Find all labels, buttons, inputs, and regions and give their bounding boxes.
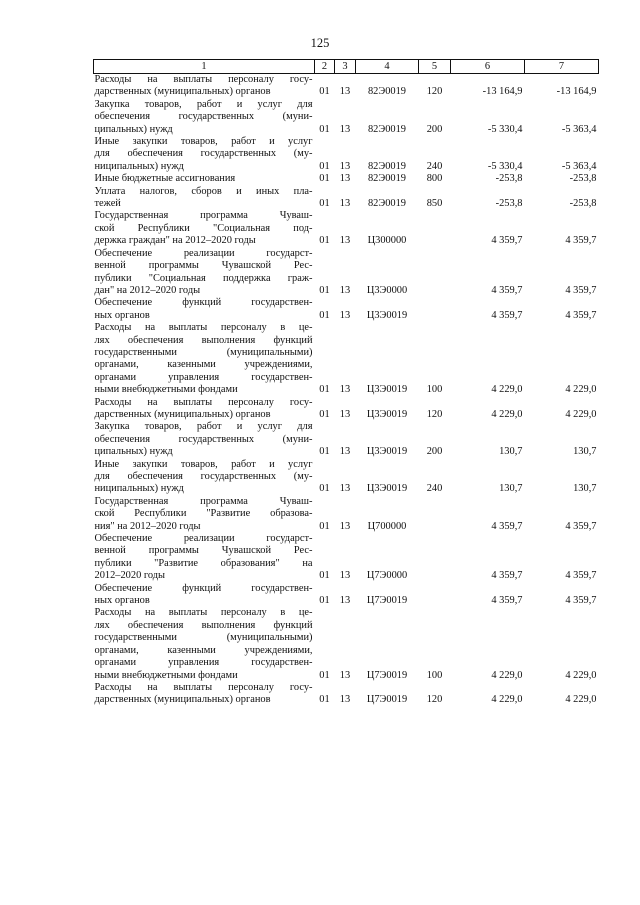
description-line: лях обеспечения выполнения функций [94,334,313,346]
target-article-code: Ц3Э0000 [366,284,408,296]
table-row [94,322,599,396]
table-header [94,60,599,74]
amount-col-6: 4 229,0 [491,694,523,706]
target-article-code: 82Э0019 [367,160,407,172]
amount-col-6: 4 229,0 [491,669,523,681]
description-line: Расходы на выплаты персоналу госу- [94,74,313,85]
subsection-code: 13 [339,669,351,681]
description-line: Расходы на выплаты персоналу в це- [94,607,313,619]
row-description [94,297,315,322]
subsection-code: 13 [339,570,351,582]
subsection-code: 13 [339,408,351,420]
amount-col-6: 4 359,7 [491,309,523,321]
target-article-code: Ц3Э0019 [366,408,408,420]
row-description [94,136,315,173]
row-description [94,533,315,583]
section-code: 01 [319,669,330,681]
table-row [94,397,599,422]
description-line: Государственная программа Чуваш- [94,210,313,222]
description-line: дарственных (муниципальных) органов [94,86,271,98]
section-code: 01 [319,198,330,210]
amount-col-6: 4 359,7 [491,520,523,532]
table-row [94,297,599,322]
description-line: государственными (муниципальными) [94,632,313,644]
amount-col-7: -5 363,4 [561,123,597,135]
description-line: тежей [94,198,121,210]
table-row [94,583,599,608]
description-line: 2012–2020 годы [94,570,166,582]
section-code: 01 [319,309,330,321]
amount-col-7: -5 363,4 [561,160,597,172]
amount-col-6: 4 229,0 [491,384,523,396]
description-line: государственными (муниципальными) [94,346,313,358]
description-line: ниципальных) нужд [94,483,184,495]
expense-type-code [419,583,451,608]
row-description [94,186,315,211]
description-line: венной программы Чувашской Рес- [94,545,313,557]
description-line: держка граждан" на 2012–2020 годы [94,235,256,247]
section-code: 01 [319,86,330,98]
description-line: Обеспечение функций государствен- [94,582,313,594]
subsection-code: 13 [339,123,351,135]
target-article-code: 82Э0019 [367,86,407,98]
description-line: ных органов [94,309,150,321]
description-line: Расходы на выплаты персоналу госу- [94,681,313,693]
table-row [94,533,599,583]
amount-col-7: -13 164,9 [556,86,597,98]
column-header-2: 2 [315,60,335,74]
description-line: публики "Социальная поддержка граж- [94,272,313,284]
expense-type-code: 200 [426,446,443,458]
target-article-code: Ц3Э0019 [366,483,408,495]
description-line: обеспечения государственных (муни- [94,111,313,123]
description-line: Иные закупки товаров, работ и услуг [94,136,313,148]
description-line: Закупка товаров, работ и услуг для [94,98,313,110]
table-row [94,496,599,533]
amount-col-6: 4 359,7 [491,570,523,582]
section-code: 01 [319,595,330,607]
description-line: лях обеспечения выполнения функций [94,619,313,631]
subsection-code: 13 [339,235,351,247]
target-article-code: Ц3Э0019 [366,309,408,321]
description-line: ской Республики "Развитие образова- [94,508,313,520]
target-article-code: Ц7Э0019 [366,669,408,681]
subsection-code: 13 [339,284,351,296]
table-row [94,607,599,681]
expense-type-code: 850 [426,198,443,210]
target-article-code: 82Э0019 [367,123,407,135]
row-description [94,682,315,707]
target-article-code: Ц3Э0019 [366,384,408,396]
amount-col-7: 4 359,7 [565,520,597,532]
amount-col-6: -253,8 [495,173,523,185]
amount-col-7: 4 229,0 [565,694,597,706]
section-code: 01 [319,408,330,420]
amount-col-6: -5 330,4 [487,123,523,135]
subsection-code: 13 [339,595,351,607]
section-code: 01 [319,694,330,706]
description-line: ния" на 2012–2020 годы [94,520,201,532]
expense-type-code: 200 [426,123,443,135]
subsection-code: 13 [339,309,351,321]
expense-type-code [419,297,451,322]
amount-col-7: 4 229,0 [565,408,597,420]
description-line: ными внебюджетными фондами [94,384,238,396]
table-row [94,99,599,136]
expense-type-code: 800 [426,173,443,185]
section-code: 01 [319,384,330,396]
section-code: 01 [319,570,330,582]
description-line: органами, казенными учреждениями, [94,359,313,371]
description-line: Расходы на выплаты персоналу в це- [94,322,313,334]
target-article-code: Ц7Э0019 [366,595,408,607]
amount-col-6: 130,7 [499,483,523,495]
section-code: 01 [319,123,330,135]
subsection-code: 13 [339,173,351,185]
table-row [94,210,599,247]
subsection-code: 13 [339,446,351,458]
description-line: обеспечения государственных (муни- [94,433,313,445]
description-line: Обеспечение реализации государст- [94,533,313,545]
subsection-code: 13 [339,86,351,98]
description-line: ными внебюджетными фондами [94,669,238,681]
section-code: 01 [319,160,330,172]
table-row [94,459,599,496]
amount-col-7: 4 359,7 [565,595,597,607]
amount-col-6: 4 359,7 [491,235,523,247]
table-body [94,74,599,707]
description-line: ниципальных) нужд [94,160,184,172]
expense-type-code: 100 [426,384,443,396]
description-line: для обеспечения государственных (му- [94,471,313,482]
subsection-code: 13 [339,198,351,210]
page-number: 125 [310,36,330,50]
amount-col-7: 130,7 [573,446,597,458]
amount-col-7: 4 229,0 [565,669,597,681]
column-header-1: 1 [94,60,315,74]
subsection-code: 13 [339,160,351,172]
target-article-code: 82Э0019 [367,198,407,210]
column-header-6: 6 [451,60,525,74]
description-line: Иные закупки товаров, работ и услуг [94,458,313,470]
description-line: Закупка товаров, работ и услуг для [94,421,313,433]
column-header-7: 7 [525,60,599,74]
subsection-code: 13 [339,694,351,706]
amount-col-7: -253,8 [569,173,597,185]
table-row [94,186,599,211]
description-line: Расходы на выплаты персоналу госу- [94,396,313,408]
expense-type-code [419,210,451,247]
target-article-code: Ц300000 [367,235,407,247]
table-row [94,248,599,298]
budget-table [93,59,599,707]
table-row [94,421,599,458]
description-line: Уплата налогов, сборов и иных пла- [94,185,313,197]
expense-type-code [419,533,451,583]
table-row [94,136,599,173]
expense-type-code: 120 [426,86,443,98]
amount-col-7: -253,8 [569,198,597,210]
header-row [94,60,599,74]
description-line: органами, казенными учреждениями, [94,644,313,656]
expense-type-code: 240 [426,160,443,172]
section-code: 01 [319,520,330,532]
table-row [94,682,599,707]
amount-col-6: 4 359,7 [491,284,523,296]
row-description [94,99,315,136]
amount-col-7: 4 229,0 [565,384,597,396]
description-line: органами управления государствен- [94,371,313,383]
description-line: Обеспечение функций государствен- [94,297,313,309]
description-line: для обеспечения государственных (му- [94,148,313,160]
section-code: 01 [319,284,330,296]
description-line: ципальных) нужд [94,446,173,458]
target-article-code: Ц7Э0000 [366,570,408,582]
amount-col-6: -5 330,4 [487,160,523,172]
expense-type-code [419,496,451,533]
row-description [94,397,315,422]
description-line: ской Республики "Социальная под- [94,222,313,234]
amount-col-7: 130,7 [573,483,597,495]
amount-col-6: -13 164,9 [482,86,523,98]
section-code: 01 [319,173,330,185]
table-row [94,74,599,99]
column-header-4: 4 [356,60,419,74]
description-line: дан" на 2012–2020 годы [94,284,201,296]
amount-col-7: 4 359,7 [565,235,597,247]
amount-col-7: 4 359,7 [565,284,597,296]
expense-type-code: 120 [426,694,443,706]
expense-type-code [419,248,451,298]
description-line: Государственная программа Чуваш- [94,495,313,507]
table-row [94,173,599,185]
row-description [94,421,315,458]
expense-type-code: 100 [426,669,443,681]
subsection-code: 13 [339,520,351,532]
row-description [94,322,315,396]
description-line: Обеспечение реализации государст- [94,247,313,259]
row-description [94,173,315,185]
amount-col-6: 130,7 [499,446,523,458]
amount-col-7: 4 359,7 [565,309,597,321]
expense-type-code: 240 [426,483,443,495]
amount-col-6: 4 229,0 [491,408,523,420]
column-header-5: 5 [419,60,451,74]
target-article-code: Ц3Э0019 [366,446,408,458]
description-line: дарственных (муниципальных) органов [94,408,271,420]
subsection-code: 13 [339,483,351,495]
subsection-code: 13 [339,384,351,396]
target-article-code: Ц700000 [367,520,407,532]
row-description [94,459,315,496]
section-code: 01 [319,446,330,458]
row-description [94,210,315,247]
row-description [94,248,315,298]
amount-col-6: -253,8 [495,198,523,210]
row-description [94,607,315,681]
description-line: дарственных (муниципальных) органов [94,694,271,706]
description-line: публики "Развитие образования" на [94,557,313,569]
section-code: 01 [319,483,330,495]
description-line: ципальных) нужд [94,123,173,135]
row-description [94,583,315,608]
row-description [94,74,315,99]
amount-col-7: 4 359,7 [565,570,597,582]
description-line: органами управления государствен- [94,657,313,669]
description-line: Иные бюджетные ассигнования [94,173,236,185]
row-description [94,496,315,533]
target-article-code: Ц7Э0019 [366,694,408,706]
column-header-3: 3 [335,60,356,74]
description-line: ных органов [94,595,150,607]
section-code: 01 [319,235,330,247]
description-line: венной программы Чувашской Рес- [94,260,313,272]
target-article-code: 82Э0019 [367,173,407,185]
expense-type-code: 120 [426,408,443,420]
amount-col-6: 4 359,7 [491,595,523,607]
